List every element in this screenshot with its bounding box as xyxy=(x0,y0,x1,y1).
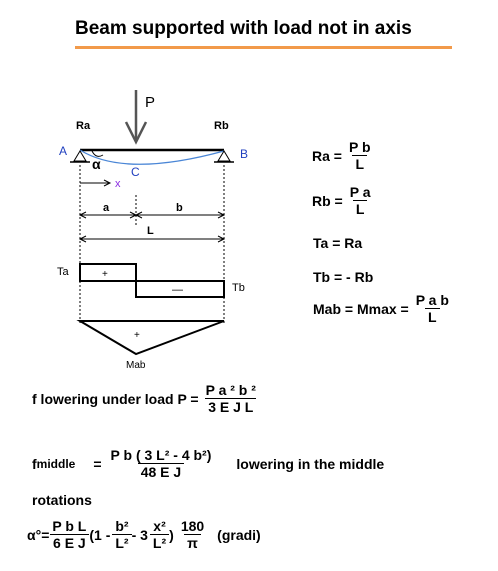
reaction-a-label: Ra xyxy=(76,120,91,132)
beam-diagram xyxy=(0,0,260,380)
page-title: Beam supported with load not in axis xyxy=(75,18,412,39)
formula-alpha: α°= $\frac{\text{P b L}}{\text{6 E J}}$ (1 - $\frac{\text{b²}}{\text{L²}}$ - 3 $\frac{\text{x²}}{\text{L²}}$ ) $\frac{180}{\pi}$ (gradi) xyxy=(27,518,261,551)
shear-positive-sign: + xyxy=(102,269,108,280)
x-axis-label: x xyxy=(115,178,121,190)
point-b-label: B xyxy=(240,147,249,161)
formula-f-middle: f middle = $\frac{\text{P b ( 3 L² - 4 b²)}}{\text{48 E J}}$ lowering in the middle xyxy=(32,447,385,480)
dimension-L-label: L xyxy=(147,225,154,237)
point-a-label: A xyxy=(59,144,68,158)
point-c-label: C xyxy=(131,165,140,179)
formula-ta: Ta = Ra xyxy=(313,235,363,251)
load-label: P xyxy=(145,94,156,111)
dimension-a-label: a xyxy=(103,202,110,214)
moment-label: Mab xyxy=(126,360,146,371)
shear-positive-block xyxy=(80,264,136,281)
deflection-curve xyxy=(80,150,224,164)
formula-rb: Rb = $\frac{\text{P a}}{L}$ xyxy=(312,184,371,217)
formula-f-load: f lowering under load P = $\frac{\text{P a ² b ²}}{\text{3 E J L}}$ xyxy=(32,382,256,415)
angle-label: α xyxy=(92,156,101,172)
shear-a-label: Ta xyxy=(57,266,69,278)
formula-tb: Tb = - Rb xyxy=(313,269,374,285)
reaction-b-label: Rb xyxy=(214,120,229,132)
formula-mab: Mab = Mmax = $\frac{\text{P a b}}{L}$ xyxy=(313,292,449,325)
dimension-b-label: b xyxy=(176,202,183,214)
rotations-label: rotations xyxy=(32,492,92,508)
moment-triangle xyxy=(80,321,224,354)
shear-negative-sign: — xyxy=(172,284,183,296)
formula-ra: Ra = $\frac{\text{P b}}{L}$ xyxy=(312,139,371,172)
f-middle-note: lowering in the middle xyxy=(236,455,385,472)
moment-sign: + xyxy=(134,330,140,341)
shear-b-label: Tb xyxy=(232,282,245,294)
